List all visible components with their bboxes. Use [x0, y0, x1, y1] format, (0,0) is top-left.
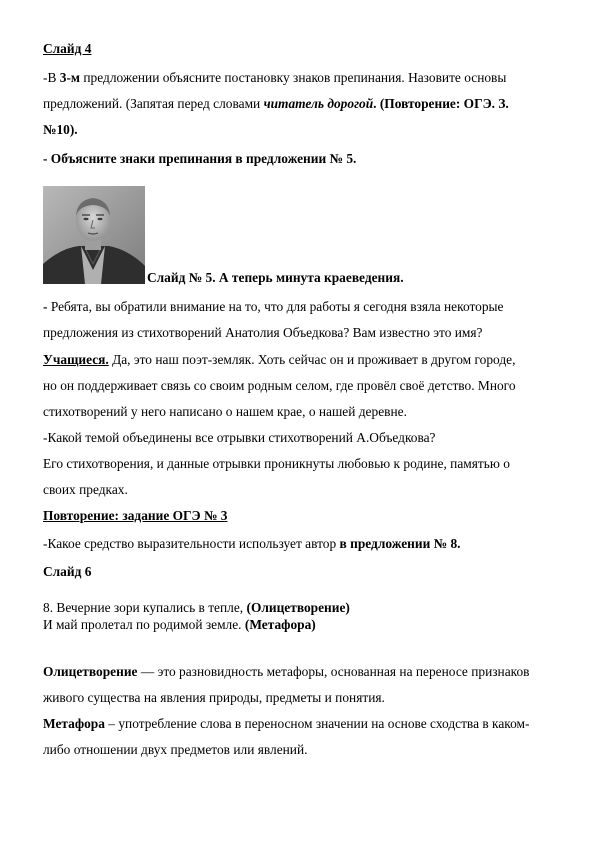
text-run: своих предках. [43, 482, 128, 497]
text-run-bold: (Метафора) [244, 617, 316, 632]
text-run: -Какое средство выразительности использует автор [43, 536, 340, 551]
slide4-paragraph-line1 [43, 70, 506, 86]
student-answer-line1 [43, 352, 515, 368]
repetition-question [43, 536, 461, 552]
answer-line4 [43, 456, 510, 472]
student-answer-line2 [43, 378, 516, 394]
slide4-heading-text: Слайд 4 [43, 41, 92, 56]
slide4-paragraph-line2 [43, 96, 509, 112]
portrait-photo [43, 186, 145, 284]
definition2-line2 [43, 742, 308, 758]
answer-line5 [43, 482, 128, 498]
teacher-question-line3 [43, 430, 436, 446]
text-run: -Какой темой объединены все отрывки стихотворений А.Объедкова? [43, 430, 436, 445]
text-run-bold: - Объясните знаки препинания в предложении № 5. [43, 151, 357, 166]
repetition-heading [43, 508, 227, 524]
definition1-line2 [43, 690, 385, 706]
text-run: но он поддерживает связь со своим родным селом, где провёл своё детство. Много [43, 378, 516, 393]
text-run: предложении объясните постановку знаков препинания. Назовите основы [80, 70, 507, 85]
text-run: Его стихотворения, и данные отрывки проникнуты любовью к родине, памятью о [43, 456, 510, 471]
text-run-bold: - [43, 299, 51, 314]
teacher-question-line2 [43, 325, 483, 341]
slide6-heading-text: Слайд 6 [43, 564, 92, 579]
slide5-heading-text: Слайд № 5. А теперь минута краеведения. [147, 270, 404, 285]
text-run: 8. Вечерние зори купались в тепле, [43, 600, 247, 615]
text-run: И май пролетал по родимой земле. [43, 617, 245, 632]
slide4-paragraph-line3 [43, 122, 78, 138]
slide6-heading [43, 564, 91, 580]
student-answer-line3 [43, 404, 407, 420]
text-run: предложения из стихотворений Анатолия Объедкова? Вам известно это имя? [43, 325, 483, 340]
term-bold: Олицетворение [43, 664, 138, 679]
slide4-task [43, 151, 356, 167]
poem-line2 [43, 617, 316, 633]
text-run: – употребление слова в переносном значении на основе сходства в каком- [104, 716, 530, 731]
text-run-bold: в предложении № 8. [339, 536, 461, 551]
poem-line1 [43, 600, 350, 616]
definition2-line1 [43, 716, 529, 732]
text-run: живого существа на явления природы, предметы и понятия. [43, 690, 385, 705]
text-run: Ребята, вы обратили внимание на то, что для работы я сегодня взяла некоторые [50, 299, 504, 314]
student-label: Учащиеся. [43, 352, 109, 367]
text-run: стихотворений у него написано о нашем крае, о нашей деревне. [43, 404, 407, 419]
definition1-line1 [43, 664, 529, 680]
text-run-bold: (Олицетворение) [246, 600, 350, 615]
text-run: Да, это наш поэт-земляк. Хоть сейчас он и проживает в другом городе, [108, 352, 516, 367]
text-run: -В [43, 70, 60, 85]
text-run-bold: . (Повторение: ОГЭ. З. [373, 96, 509, 111]
text-run-bold: №10). [43, 122, 78, 137]
teacher-question-line1 [43, 299, 503, 315]
text-run: — это разновидность метафоры, основанная на переносе признаков [137, 664, 530, 679]
portrait-image [43, 186, 145, 284]
text-run: либо отношении двух предметов или явлений. [43, 742, 308, 757]
text-run-bold-italic: читатель дорогой [263, 96, 374, 111]
term-bold: Метафора [43, 716, 105, 731]
slide4-heading [43, 41, 91, 57]
repetition-heading-text: Повторение: задание ОГЭ № 3 [43, 508, 228, 523]
slide5-heading [147, 270, 404, 286]
text-run: предложений. (Запятая перед словами [43, 96, 264, 111]
text-run-bold: 3-м [59, 70, 81, 85]
